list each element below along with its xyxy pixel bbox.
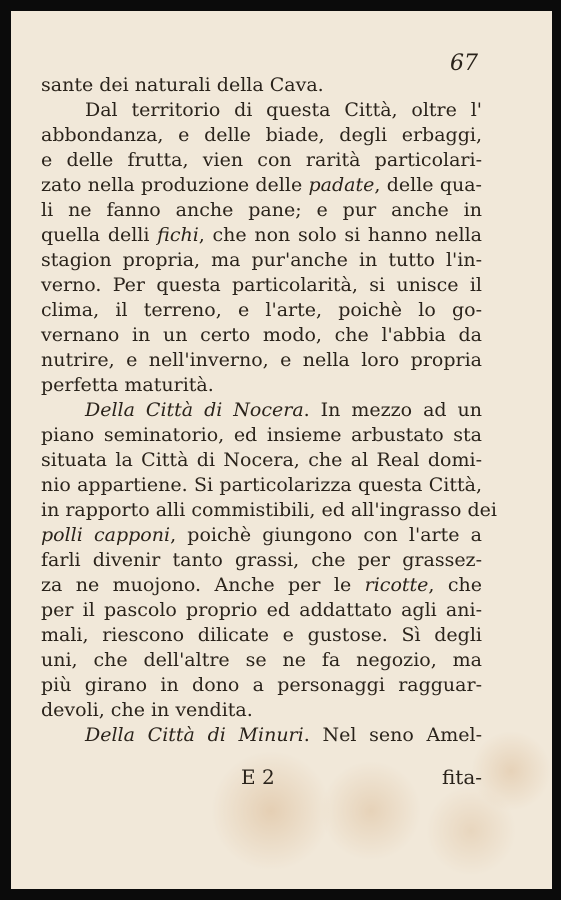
text-line: più girano in dono a personaggi ragguar- [41,674,482,696]
text-line: in rapporto alli commistibili, ed all'ingrasso dei [41,499,497,521]
italic-term: polli capponi [41,524,171,546]
italic-term: padate [308,174,375,196]
text-line: Della Città di Nocera. In mezzo ad un [85,399,483,421]
book-page [11,11,552,889]
text-line: polli capponi, poichè giungono con l'arte a [41,524,483,546]
text-line: farli divenir tanto grassi, che per grassez- [41,549,482,571]
text-line: perfetta maturità. [41,374,214,396]
signature-mark: E 2 [241,765,275,789]
page-footer [41,763,482,791]
page-number: 67 [450,51,478,76]
text-line: vernano in un certo modo, che l'abbia da [41,324,482,346]
text-line: sante dei naturali della Cava. [41,74,324,96]
text-line: verno. Per questa particolarità, si unisce il [41,274,482,296]
text-line: Dal territorio di questa Città, oltre l' [85,99,482,121]
text-line: Della Città di Minuri. Nel seno Amel- [85,724,482,746]
body-text [41,73,497,748]
section-heading: Della Città di Minuri [85,724,304,746]
text-line: nio appartiene. Si particolarizza questa Città, [41,474,482,496]
text-line: zato nella produzione delle padate, delle qua- [41,174,482,196]
text-line: clima, il terreno, e l'arte, poichè lo go- [41,299,482,321]
text-line: abbondanza, e delle biade, degli erbaggi, [41,124,482,146]
text-line: li ne fanno anche pane; e pur anche in [41,199,482,221]
section-heading: Della Città di Nocera [85,399,304,421]
text-line: nutrire, e nell'inverno, e nella loro propria [41,349,482,371]
text-line: devoli, che in vendita. [41,699,253,721]
text-line: e delle frutta, vien con rarità particolari- [41,149,482,171]
catchword: fita- [441,765,482,789]
text-line: per il pascolo proprio ed addattato agli ani- [41,599,482,621]
text-line: uni, che dell'altre se ne fa negozio, ma [41,649,482,671]
italic-term: fichi [157,224,199,246]
text-line: situata la Città di Nocera, che al Real domi- [41,449,482,471]
text-line: mali, riescono dilicate e gustose. Sì degli [41,624,482,646]
text-line: za ne muojono. Anche per le ricotte, che [41,574,482,596]
italic-term: ricotte [364,574,429,596]
text-line: piano seminatorio, ed insieme arbustato sta [41,424,482,446]
text-line: quella delli fichi, che non solo si hanno nella [41,224,482,246]
text-line: stagion propria, ma pur'anche in tutto l'in- [41,249,482,271]
